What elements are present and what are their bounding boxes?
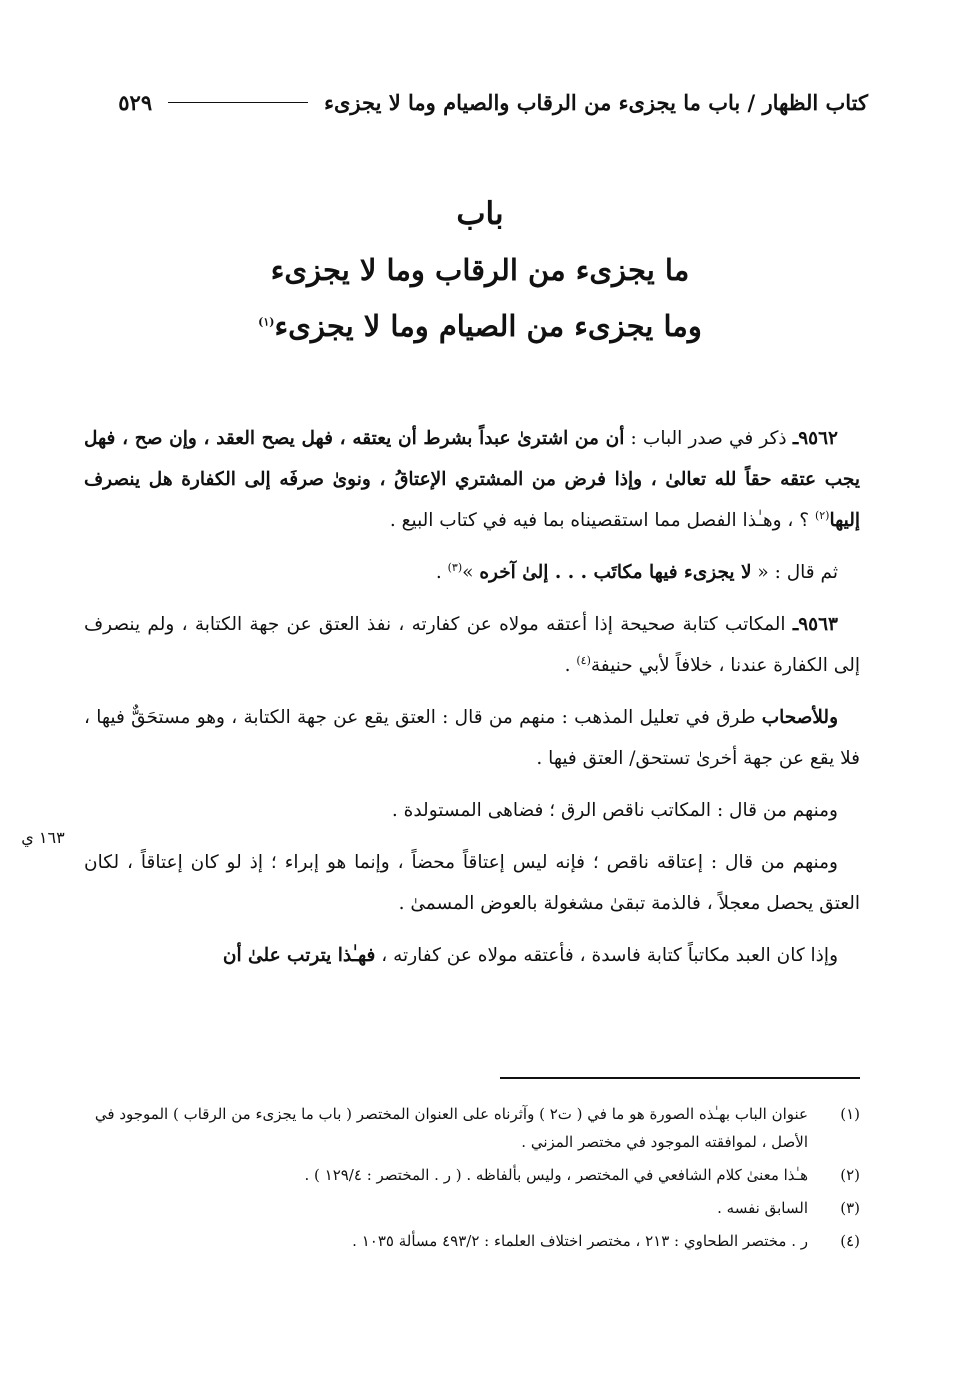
chapter-word: باب [456, 196, 504, 232]
footnote-text: ر . مختصر الطحاوي : ٢١٣ ، مختصر اختلاف العلماء : ٤٩٣/٢ مسألة ١٠٣٥ . [352, 1232, 808, 1250]
chapter-title-line-2 [100, 298, 860, 354]
page-number: ٥٢٩ [118, 89, 153, 115]
text-span: المكاتب كتابة صحيحة إذا أعتقه مولاه عن كفارته ، نفذ العتق عن جهة الكتابة ، ولم ينصرف إلى الكفارة عندنا ، خلافاً لأبي حنيفة [84, 614, 860, 676]
footnote-ref: (١) [258, 315, 275, 329]
margin-manuscript-ref: ١٦٣ ي [21, 828, 65, 847]
paragraph-9562 [84, 418, 860, 541]
footnote-1 [84, 1100, 860, 1156]
footnote-4 [84, 1227, 860, 1255]
footnote-ref: (٤) [576, 653, 591, 667]
footnote-text: السابق نفسه . [717, 1199, 808, 1217]
bold-text-span: وللأصحاب [761, 707, 838, 728]
paragraph-9563 [84, 604, 860, 686]
paragraph-fasid [84, 935, 860, 976]
footnote-ref: (٣) [447, 560, 463, 574]
footnote-ref: (٢) [814, 508, 830, 522]
footnote-text: هـٰذا معنىٰ كلام الشافعي في المختصر ، وليس بألفاظه . ( ر . المختصر : ١٢٩/٤ ) . [304, 1166, 808, 1184]
footnote-number: (٤) [840, 1232, 860, 1250]
text-span: . [564, 655, 577, 676]
footnote-number: (١) [840, 1105, 860, 1123]
paragraph-companions [84, 697, 860, 779]
header-rule [168, 102, 308, 103]
bold-text-span: فهـٰذا يترتب علىٰ أن [222, 945, 376, 966]
text-span: ؟ ، وهـٰذا الفصل مما استقصيناه بما فيه في كتاب البيع . [389, 510, 815, 531]
paragraph-number: ٩٥٦٣ـ [792, 614, 838, 635]
text-span: » [462, 562, 480, 583]
footnote-number: (٣) [840, 1199, 860, 1217]
footnote-number: (٢) [840, 1166, 860, 1184]
paragraph-opinion-2: ومنهم من قال : المكاتب ناقص الرق ؛ فضاهى المستولدة . [391, 800, 838, 821]
bold-text-span: لا يجزىء فيها مكاتَب . . . إلىٰ آخره [479, 562, 752, 583]
footnotes [84, 1100, 860, 1260]
chapter-heading [100, 186, 860, 354]
text-span: طرق في تعليل المذهب : منهم من قال : العتق يقع عن جهة الكتابة ، وهو مستحَقٌّ فيها ، فلا يقع عن جهة أخرىٰ تستحق/ العتق فيها . [84, 707, 860, 769]
footnote-3 [84, 1194, 860, 1222]
footnote-2 [84, 1161, 860, 1189]
footnote-separator [500, 1077, 860, 1079]
paragraph-number: ٩٥٦٢ـ [792, 428, 838, 449]
text-span: . [435, 562, 448, 583]
running-header [108, 84, 868, 120]
text-span: ذكر في صدر الباب : [624, 428, 793, 449]
paragraph-opinion-3: ومنهم من قال : إعتاقه ناقص ؛ فإنه ليس إعتاقاً محضاً ، وإنما هو إبراء ؛ إذ لو كان إعتاقاً ، لكان العتق يحصل معجلاً ، فالذمة تبقىٰ مشغولة بالعوض المسمىٰ . [84, 852, 860, 914]
bold-text-span: أن من اشترىٰ عبداً بشرط أن يعتقه ، فهل يصح العقد ، وإن صح ، فهل يجب عتقه حقاً لله تعالىٰ ، وإذا فرض من المشتري الإعتاقُ ، ونوىٰ صرفَه إلى الكفارة هل ينصرف إليها [84, 428, 860, 531]
paragraph-quote [84, 552, 860, 593]
footnote-text: عنوان الباب بهـٰذه الصورة هو ما في ( ت٢ ) وآثرناه على العنوان المختصر ( باب ما يجزىء من الرقاب ) الموجود في الأصل ، لموافقته الموجود في مختصر المزني . [94, 1105, 808, 1151]
text-span: وإذا كان العبد مكاتباً كتابة فاسدة ، فأعتقه مولاه عن كفارته ، [375, 945, 838, 966]
chapter-title-line-1: ما يجزىء من الرقاب وما لا يجزىء [270, 253, 690, 287]
main-text [84, 418, 860, 987]
text-span: ثم قال : « [751, 562, 838, 583]
running-title: كتاب الظهار / باب ما يجزىء من الرقاب والصيام وما لا يجزىء [324, 89, 868, 115]
chapter-title-line-2-text: وما يجزىء من الصيام وما لا يجزىء [274, 309, 702, 343]
